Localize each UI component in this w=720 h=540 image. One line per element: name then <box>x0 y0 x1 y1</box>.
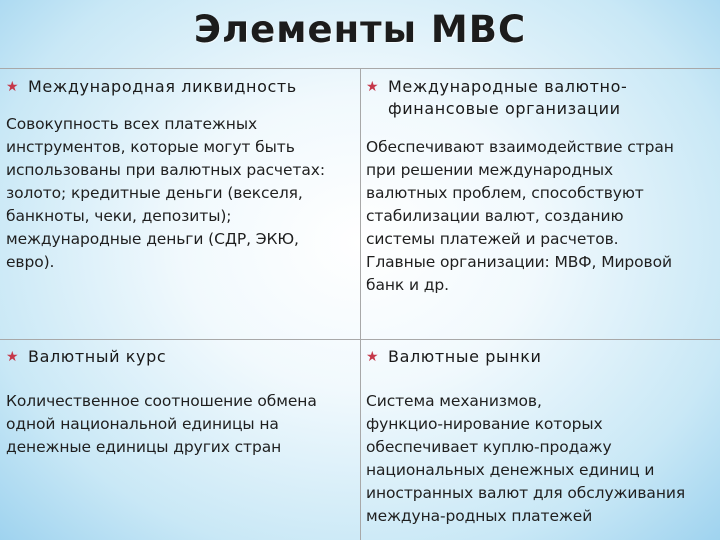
elements-table <box>0 68 720 540</box>
table-column-divider <box>360 68 361 540</box>
star-bullet-icon: ★ <box>366 79 380 95</box>
cell-body: Система механизмов, функцио-нирование которых обеспечивает куплю-продажу национальных денежных единиц и иностранных валют для обслуживания междуна-родных платежей <box>366 392 686 525</box>
cell-body: Обеспечивают взаимодействие стран при решении международных валютных проблем, способствуют стабилизации валют, созданию системы платежей и расчетов. Главные организации: МВФ, Мировой банк и др. <box>366 138 674 294</box>
cell-heading <box>366 346 716 368</box>
cell-international-liquidity <box>6 76 354 274</box>
heading-text: Международные валютно- финансовые организации <box>388 77 628 118</box>
cell-financial-organizations <box>366 76 716 297</box>
heading-text: Международная ликвидность <box>28 77 297 96</box>
cell-heading <box>6 346 354 368</box>
cell-body: Совокупность всех платежных инструментов, которые могут быть использованы при валютных расчетах: золото; кредитные деньги (векселя, банкноты, чеки, депозиты); международные деньги (СДР, ЭКЮ, евро). <box>6 115 325 271</box>
cell-heading <box>366 76 716 120</box>
cell-exchange-rate <box>6 346 354 459</box>
star-bullet-icon: ★ <box>6 79 20 95</box>
heading-text: Валютный курс <box>28 347 167 366</box>
star-bullet-icon: ★ <box>366 349 380 365</box>
cell-currency-markets <box>366 346 716 528</box>
heading-text: Валютные рынки <box>388 347 542 366</box>
slide-title: Элементы МВС <box>193 8 527 51</box>
star-bullet-icon: ★ <box>6 349 20 365</box>
cell-heading <box>6 76 354 98</box>
cell-body: Количественное соотношение обмена одной национальной единицы на денежные единицы других стран <box>6 392 317 456</box>
